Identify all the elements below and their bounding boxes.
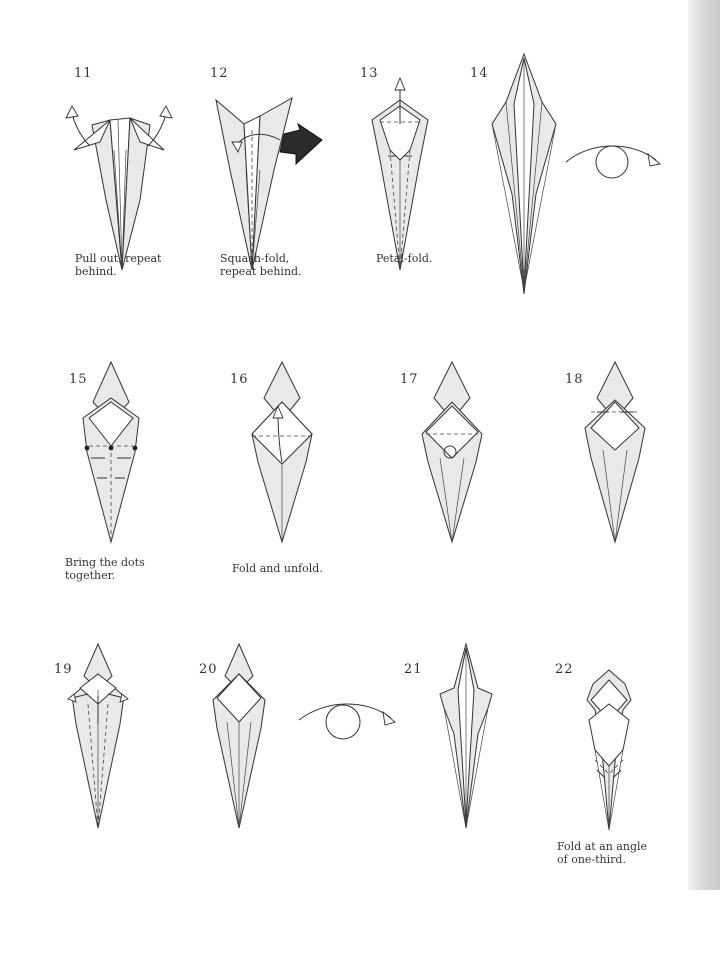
step-caption: Bring the dots together. — [65, 556, 145, 582]
step-number: 15 — [69, 372, 88, 387]
step-number: 22 — [555, 662, 574, 677]
step-number: 13 — [360, 66, 379, 81]
fold-diagram — [75, 362, 185, 552]
fold-diagram — [416, 362, 526, 552]
fold-diagram — [246, 362, 356, 552]
step-number: 12 — [210, 66, 229, 81]
push-arrow-icon — [280, 124, 322, 164]
step-number: 14 — [470, 66, 489, 81]
step-number: 18 — [565, 372, 584, 387]
step-caption: Fold and unfold. — [232, 562, 323, 575]
step-number: 20 — [199, 662, 218, 677]
step-number: 19 — [54, 662, 73, 677]
turn-over-icon — [560, 132, 670, 192]
step-number: 17 — [400, 372, 419, 387]
step-caption: Petal-fold. — [376, 252, 433, 265]
fold-diagram — [432, 644, 542, 834]
page-bottom-margin — [0, 890, 720, 960]
step-caption: Squash-fold, repeat behind. — [220, 252, 302, 278]
fold-diagram — [68, 644, 178, 834]
step-number: 21 — [404, 662, 423, 677]
step-number: 16 — [230, 372, 249, 387]
page-edge-shadow — [688, 0, 720, 892]
step-caption: Fold at an angle of one-third. — [557, 840, 648, 866]
fold-diagram — [579, 362, 689, 552]
fold-diagram — [579, 670, 689, 860]
turn-over-icon — [295, 692, 405, 752]
fold-diagram — [480, 54, 570, 244]
step-caption: Pull out, repeat behind. — [75, 252, 162, 278]
step-number: 11 — [74, 66, 93, 81]
